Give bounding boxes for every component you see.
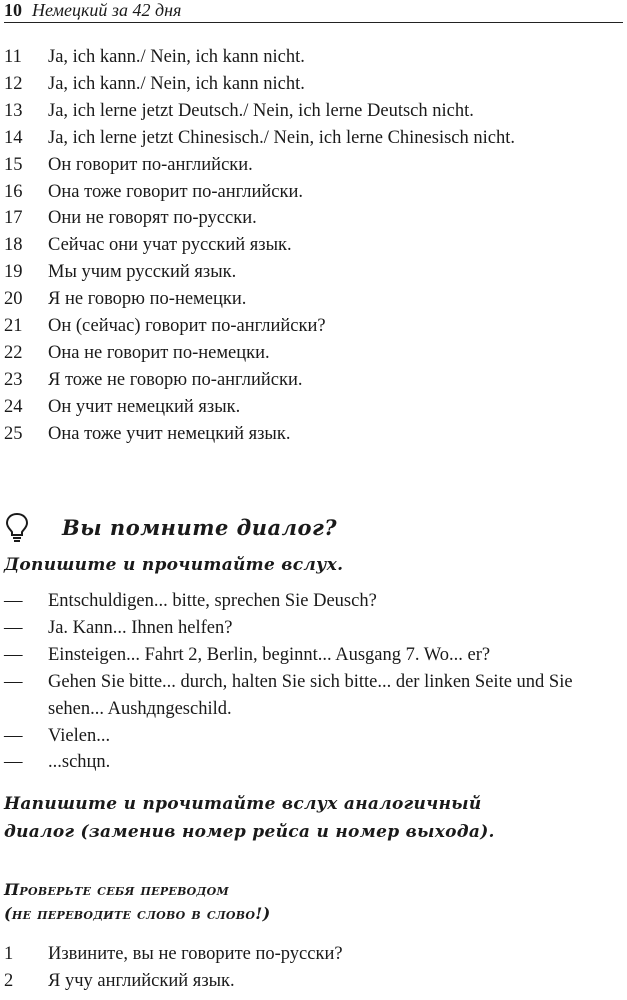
item-number: 1 [4,944,14,964]
lightbulb-icon [4,512,30,542]
check-heading-line: (не переводите слово в слово!) [4,904,271,923]
list-item [4,179,624,206]
item-number: 25 [4,423,23,444]
list-item [4,152,624,179]
item-text: Он говорит по-английски. [48,154,253,175]
list-item [4,394,624,421]
list-item [4,286,624,313]
dash-mark: — [4,725,23,746]
item-text: Она не говорит по-немецки. [48,342,270,363]
list-item [4,367,624,394]
instruction-text: Допишите и прочитайте вслух. [4,555,344,575]
item-number: 19 [4,262,23,283]
dialog-line [4,642,624,669]
item-number: 20 [4,289,23,310]
task-line: диалог (заменив номер рейса и номер выхода). [4,822,495,842]
list-item [4,232,624,259]
list-item [4,340,624,367]
item-number: 16 [4,181,23,202]
answers-list [4,44,624,448]
list-item [4,98,624,125]
check-heading [4,878,624,926]
translation-list [4,941,624,995]
dialog-heading [4,512,624,542]
book-title: Немецкий за 42 дня [32,0,182,20]
dialog-line-text: Vielen... [48,725,111,746]
list-item [4,71,624,98]
task-instruction [4,790,624,846]
list-item [4,941,624,968]
item-text: Они не говорят по-русски. [48,208,257,229]
item-number: 24 [4,396,23,417]
task-line: Напишите и прочитайте вслух аналогичный [4,794,482,814]
dialog-line-text: ...schцn. [48,752,111,773]
item-text: Ja, ich lerne jetzt Chinesisch./ Nein, ich lerne Chinesisch nicht. [48,127,515,148]
list-item [4,313,624,340]
item-number: 2 [4,970,14,991]
item-text: Я тоже не говорю по-английски. [48,369,303,390]
item-text: Мы учим русский язык. [48,262,237,283]
item-number: 23 [4,369,23,390]
list-item [4,968,624,995]
dialog-line [4,669,624,723]
item-text: Ja, ich kann./ Nein, ich kann nicht. [48,73,305,94]
item-number: 11 [4,47,22,67]
item-number: 21 [4,316,23,337]
item-number: 15 [4,154,23,175]
item-text: Он учит немецкий язык. [48,396,241,417]
item-text: Ja, ich lerne jetzt Deutsch./ Nein, ich lerne Deutsch nicht. [48,100,474,121]
item-number: 22 [4,342,23,363]
dialog-list [4,588,624,776]
item-number: 18 [4,235,23,256]
item-number: 17 [4,208,23,229]
list-item [4,125,624,152]
page-header [4,0,623,23]
check-heading-line: Проверьте себя переводом [4,880,230,899]
dash-mark: — [4,644,23,665]
dialog-line-text: Gehen Sie bitte... durch, halten Sie sich bitte... der linken Seite und Sie sehen... Aushдngeschild. [48,671,573,719]
dialog-line-text: Ja. Kann... Ihnen helfen? [48,617,233,638]
dialog-line-text: Entschuldigen... bitte, sprechen Sie Deusch? [48,591,377,611]
list-item [4,421,624,448]
dialog-line-text: Einsteigen... Fahrt 2, Berlin, beginnt... Ausgang 7. Wo... er? [48,644,491,665]
item-text: Сейчас они учат русский язык. [48,235,292,256]
dash-mark: — [4,671,23,692]
dialog-line [4,588,624,615]
list-item [4,259,624,286]
section-title: Вы помните диалог? [62,514,338,540]
item-number: 13 [4,100,23,121]
dialog-line [4,615,624,642]
item-number: 12 [4,73,23,94]
dialog-line [4,723,624,750]
list-item [4,44,624,71]
item-text: Она тоже говорит по-английски. [48,181,304,202]
item-text: Ja, ich kann./ Nein, ich kann nicht. [48,47,305,67]
item-text: Я учу английский язык. [48,970,235,991]
dash-mark: — [4,591,23,611]
dash-mark: — [4,617,23,638]
item-text: Он (сейчас) говорит по-английски? [48,316,326,337]
item-number: 14 [4,127,23,148]
item-text: Извините, вы не говорите по-русски? [48,944,343,964]
dialog-line [4,749,624,776]
dash-mark: — [4,752,23,773]
item-text: Я не говорю по-немецки. [48,289,247,310]
list-item [4,205,624,232]
item-text: Она тоже учит немецкий язык. [48,423,291,444]
page-number: 10 [4,0,22,20]
